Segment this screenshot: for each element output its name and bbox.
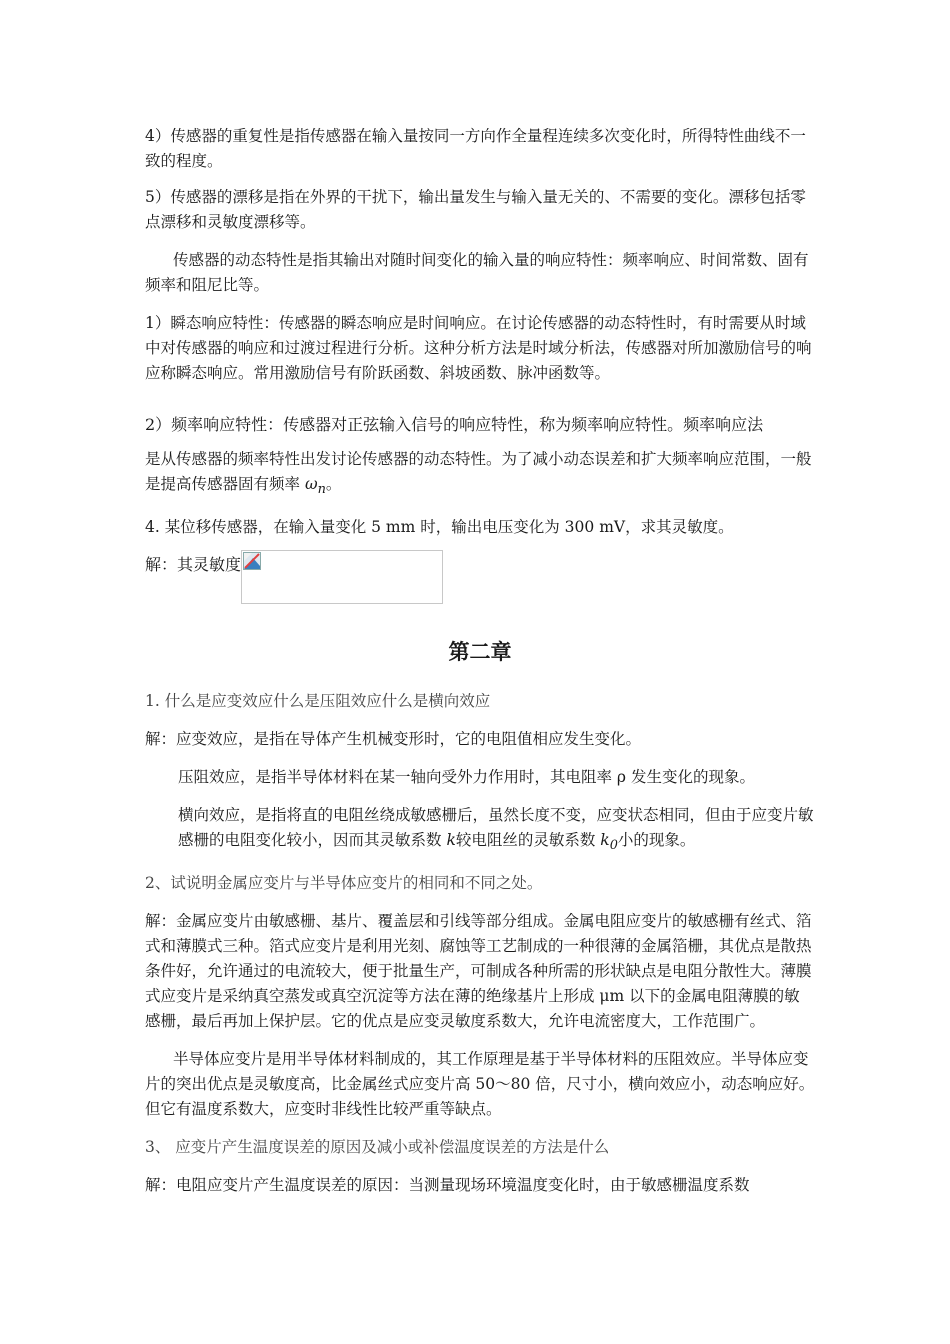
k0-subscript: 0 [609, 838, 618, 854]
paragraph-dynamic-characteristics: 传感器的动态特性是指其输出对随时间变化的输入量的响应特性：频率响应、时间常数、固有频率和阻尼比等。 [145, 251, 809, 294]
frequency-method-text: 是从传感器的频率特性出发讨论传感器的动态特性。为了减小动态误差和扩大频率响应范围，一般是提高传感器固有频率 [145, 450, 812, 493]
answer-2-semiconductor: 半导体应变片是用半导体材料制成的，其工作原理是基于半导体材料的压阻效应。半导体应变片的突出优点是灵敏度高，比金属丝式应变片高 50～80 倍，尺寸小，横向效应小，动态响应好。但它有温度系数大，应变时非线性比较严重等缺点。 [145, 1050, 815, 1119]
paragraph-transient-response: 1）瞬态响应特性：传感器的瞬态响应是时间响应。在讨论传感器的动态特性时，有时需要从时域中对传感器的响应和过渡过程进行分析。这种分析方法是时域分析法，传感器对所加激励信号的响应称瞬态响应。常用激励信号有阶跃函数、斜坡函数、脉冲函数等。 [145, 314, 812, 382]
answer-sensitivity-line [145, 550, 815, 602]
answer-3: 解：电阻应变片产生温度误差的原因：当测量现场环境温度变化时，由于敏感栅温度系数 [145, 1176, 750, 1195]
formula-image-placeholder [241, 550, 443, 604]
k0-symbol: k [600, 831, 610, 850]
k-symbol: k [446, 831, 456, 850]
question-displacement-sensor: 4. 某位移传感器，在输入量变化 5 mm 时，输出电压变化为 300 mV，求其灵敏度。 [145, 518, 734, 537]
transverse-text-a: 横向效应，是指将直的电阻丝绕成敏感栅后，虽然长度不变，应变状态相同，但由于应变片敏感栅的电阻变化较小，因而其灵敏系数 [178, 806, 814, 850]
question-1: 1. 什么是应变效应什么是压阻效应什么是横向效应 [145, 692, 491, 711]
chapter-title: 第二章 [448, 639, 512, 665]
answer-1-transverse [145, 803, 815, 858]
answer-1-piezoresistive: 压阻效应，是指半导体材料在某一轴向受外力作用时，其电阻率 ρ 发生变化的现象。 [178, 768, 755, 787]
question-3: 3、 应变片产生温度误差的原因及减小或补偿温度误差的方法是什么 [145, 1138, 610, 1157]
paragraph-drift: 5）传感器的漂移是指在外界的干扰下，输出量发生与输入量无关的、不需要的变化。漂移包括零点漂移和灵敏度漂移等。 [145, 188, 806, 231]
omega-subscript: n [317, 482, 326, 498]
question-2: 2、试说明金属应变片与半导体应变片的相同和不同之处。 [145, 874, 543, 893]
paragraph-frequency-response: 2）频率响应特性：传感器对正弦输入信号的响应特性，称为频率响应特性。频率响应法 [145, 415, 764, 434]
transverse-text-c: 小的现象。 [617, 831, 696, 850]
paragraph-frequency-method [145, 447, 815, 502]
transverse-text-b: 较电阻丝的灵敏系数 [455, 831, 601, 850]
broken-image-icon [243, 552, 261, 570]
answer-2-metal: 解：金属应变片由敏感栅、基片、覆盖层和引线等部分组成。金属电阻应变片的敏感栅有丝式、箔式和薄膜式三种。箔式应变片是利用光刻、腐蚀等工艺制成的一种很薄的金属箔栅，其优点是散热条件好，允许通过的电流较大，便于批量生产，可制成各种所需的形状缺点是电阻分散性大。薄膜式应变片是采纳真空蒸发或真空沉淀等方法在薄的绝缘基片上形成 μm 以下的金属电阻薄膜的敏感栅，最后再加上保护层。它的优点是应变灵敏度系数大，允许电流密度大，工作范围广。 [145, 912, 812, 1031]
omega-symbol: ω [304, 475, 318, 493]
document-page [145, 124, 815, 1198]
paragraph-repeatability: 4）传感器的重复性是指传感器在输入量按同一方向作全量程连续多次变化时，所得特性曲线不一致的程度。 [145, 127, 806, 170]
answer-sensitivity-label: 解：其灵敏度 [145, 555, 242, 575]
answer-1-strain-effect: 解：应变效应，是指在导体产生机械变形时，它的电阻值相应发生变化。 [145, 730, 642, 749]
frequency-method-end: 。 [325, 475, 342, 493]
